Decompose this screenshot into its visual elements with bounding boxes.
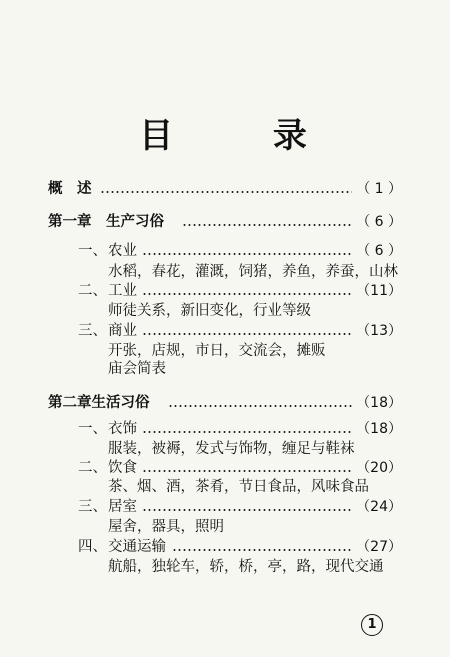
entry-subtopics: 庙会简表 [108, 361, 166, 377]
leader-dots [168, 405, 352, 407]
entry-number: 一、 [78, 243, 107, 259]
toc-entry-chapter-2[interactable] [0, 392, 450, 414]
entry-label: 交通运输 [108, 539, 166, 555]
entry-page: （18） [356, 421, 402, 437]
entry-subtopics: 服装，被褥，发式与饰物，缠足与鞋袜 [108, 441, 355, 457]
entry-number: 一、 [78, 421, 107, 437]
entry-page: （18） [356, 395, 402, 411]
page-title: 目 录 [139, 116, 351, 156]
entry-number: 四、 [78, 539, 107, 555]
entry-page: （24） [356, 499, 402, 515]
leader-dots [172, 549, 352, 551]
entry-subtopics: 水稻，春花，灌溉，饲猪，养鱼，养蚕，山林 [108, 264, 398, 280]
entry-subtopics: 开张，店规，市日，交流会，摊贩 [108, 343, 326, 359]
toc-entry-overview[interactable] [0, 178, 450, 200]
leader-dots [182, 224, 352, 226]
entry-page: （ 6 ） [356, 243, 402, 259]
leader-dots [142, 470, 352, 472]
entry-subtopics: 茶、烟、酒，茶肴，节日食品，风味食品 [108, 479, 369, 495]
entry-page: （13） [356, 323, 402, 339]
toc-entry-clothing[interactable] [0, 418, 450, 440]
entry-label: 衣饰 [108, 421, 137, 437]
entry-number: 二、 [78, 460, 107, 476]
toc-entry-housing[interactable] [0, 496, 450, 518]
entry-subtopics: 航船，独轮车，轿，桥，亭，路，现代交通 [108, 559, 384, 575]
entry-label: 农业 [108, 243, 137, 259]
leader-dots [142, 333, 352, 335]
entry-number: 二、 [78, 283, 107, 299]
leader-dots [142, 509, 352, 511]
entry-page: （20） [356, 460, 402, 476]
entry-label: 第一章 生产习俗 [48, 214, 164, 230]
page-number-circle: 1 [361, 614, 383, 636]
entry-number: 三、 [78, 499, 107, 515]
entry-page: （11） [356, 283, 402, 299]
toc-entry-commerce[interactable] [0, 320, 450, 342]
entry-number: 三、 [78, 323, 107, 339]
entry-label: 概 述 [48, 181, 92, 197]
leader-dots [142, 253, 352, 255]
toc-entry-agriculture[interactable] [0, 240, 450, 262]
leader-dots [142, 293, 352, 295]
toc-entry-chapter-1[interactable] [0, 211, 450, 233]
entry-label: 工业 [108, 283, 137, 299]
entry-label: 商业 [108, 323, 137, 339]
leader-dots [100, 191, 352, 193]
entry-subtopics: 师徒关系，新旧变化，行业等级 [108, 303, 311, 319]
entry-subtopics: 屋舍，器具，照明 [108, 519, 224, 535]
entry-page: （ 6 ） [356, 214, 402, 230]
toc-entry-industry[interactable] [0, 280, 450, 302]
entry-label: 居室 [108, 499, 137, 515]
leader-dots [142, 431, 352, 433]
entry-label: 饮食 [108, 460, 137, 476]
toc-entry-transport[interactable] [0, 536, 450, 558]
entry-page: （ 1 ） [356, 181, 402, 197]
entry-label: 第二章生活习俗 [48, 395, 150, 411]
entry-page: （27） [356, 539, 402, 555]
